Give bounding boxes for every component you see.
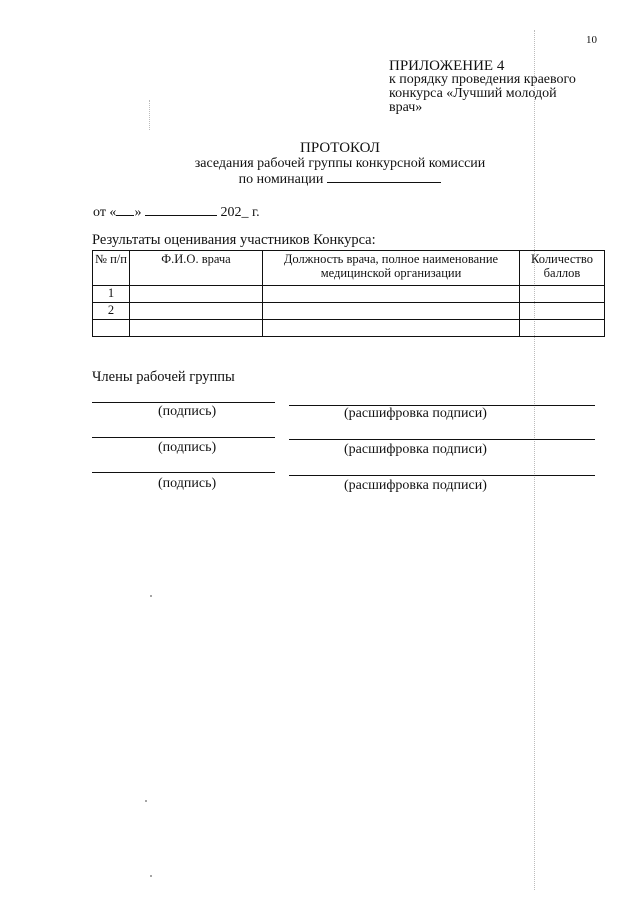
header-name: Ф.И.О. врача (130, 251, 263, 286)
table-row (93, 286, 605, 303)
signature-decryption-label: (расшифровка подписи) (344, 406, 487, 421)
signature-line (92, 472, 275, 473)
scan-speck (150, 595, 152, 597)
signature-line (92, 402, 275, 403)
row-position (263, 286, 520, 303)
signature-decryption-label: (расшифровка подписи) (344, 442, 487, 457)
protocol-title: ПРОТОКОЛ (300, 140, 380, 156)
row-score (520, 303, 605, 320)
signature-decryption-line (289, 439, 595, 440)
row-score (520, 320, 605, 337)
row-name (130, 320, 263, 337)
scan-speck (150, 875, 152, 877)
row-position (263, 320, 520, 337)
appendix-block (389, 59, 576, 115)
protocol-header (140, 141, 540, 187)
row-position (263, 303, 520, 320)
members-heading: Члены рабочей группы (92, 369, 235, 385)
table-header-row (93, 251, 605, 286)
row-score (520, 286, 605, 303)
header-position: Должность врача, полное наименование медицинской организации (263, 251, 520, 286)
appendix-line: конкурса «Лучший молодой (389, 86, 557, 101)
header-score: Количество баллов (520, 251, 605, 286)
page-number: 10 (586, 34, 597, 46)
date-year: 202_ г. (220, 205, 260, 220)
table-row (93, 303, 605, 320)
row-num: 1 (93, 286, 130, 303)
appendix-line: врач» (389, 100, 423, 115)
row-name (130, 286, 263, 303)
nomination-line (140, 171, 540, 187)
date-quote-close: » (134, 205, 142, 220)
nomination-blank (327, 171, 441, 183)
row-num: 2 (93, 303, 130, 320)
results-heading: Результаты оценивания участников Конкурса: (92, 232, 376, 248)
month-blank (145, 203, 217, 216)
day-blank (116, 203, 134, 216)
signature-line (92, 437, 275, 438)
scan-speck (145, 800, 147, 802)
appendix-line: к порядку проведения краевого (389, 72, 576, 87)
results-table (92, 250, 605, 337)
signature-decryption-line (289, 475, 595, 476)
signature-label: (подпись) (158, 476, 217, 491)
protocol-subtitle: заседания рабочей группы конкурсной комиссии (194, 156, 486, 171)
signature-decryption-label: (расшифровка подписи) (344, 478, 487, 493)
date-line (93, 203, 260, 221)
row-name (130, 303, 263, 320)
date-prefix: от « (93, 205, 117, 220)
appendix-title: ПРИЛОЖЕНИЕ 4 (389, 58, 505, 74)
row-num (93, 320, 130, 337)
signature-label: (подпись) (158, 404, 217, 419)
signature-label: (подпись) (158, 440, 217, 455)
nomination-label: по номинации (238, 172, 324, 187)
header-num: № п/п (93, 251, 130, 286)
table-row (93, 320, 605, 337)
scan-fold-line-left (149, 100, 150, 130)
